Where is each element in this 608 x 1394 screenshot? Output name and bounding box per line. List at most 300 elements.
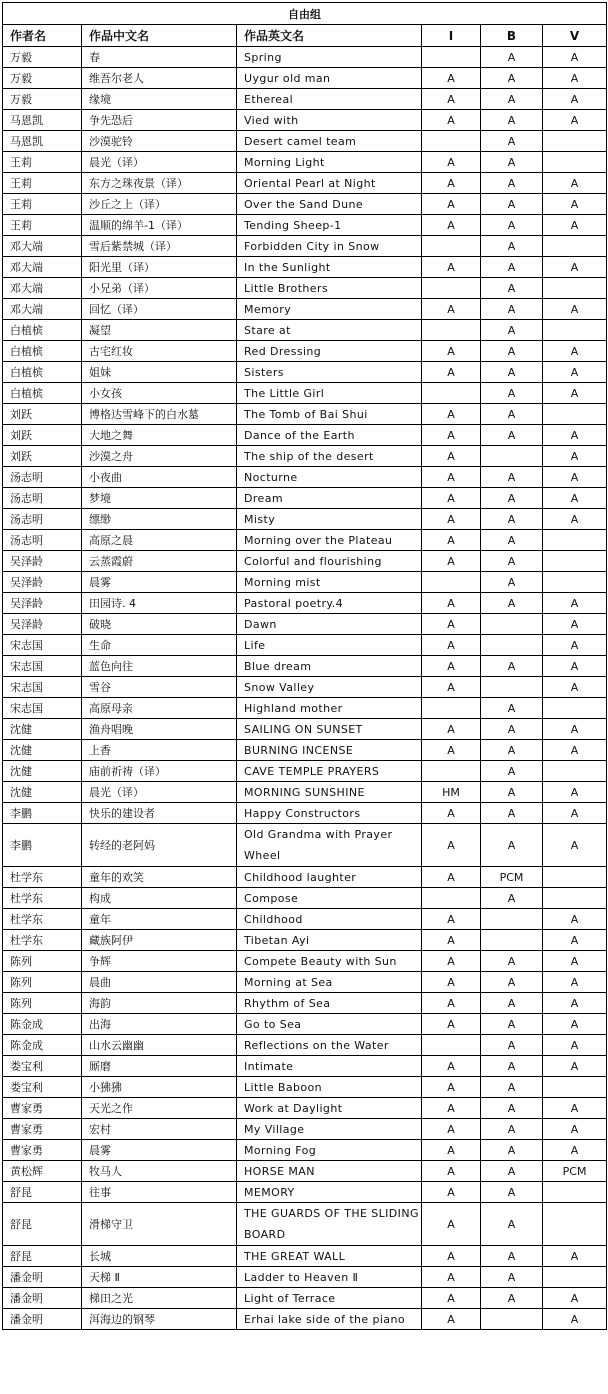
chinese-title-cell: 缥缈 (82, 509, 237, 530)
col-b-cell: A (481, 1056, 543, 1077)
col-v-cell: A (543, 215, 607, 236)
chinese-title-cell: 温顺的绵羊-1（译） (82, 215, 237, 236)
chinese-title-cell: 宏村 (82, 1119, 237, 1140)
table-row (3, 236, 607, 257)
col-i-cell: A (422, 1246, 481, 1267)
col-b-cell (481, 1309, 543, 1330)
col-v-cell: A (543, 467, 607, 488)
col-v-cell: A (543, 194, 607, 215)
author-cell: 马恩凯 (3, 131, 82, 152)
author-cell: 潘金明 (3, 1288, 82, 1309)
col-i-cell: A (422, 299, 481, 320)
table-row (3, 593, 607, 614)
header-row (3, 25, 607, 47)
col-v-cell: A (543, 614, 607, 635)
col-b-cell: A (481, 215, 543, 236)
table-row (3, 803, 607, 824)
english-title-cell: The Tomb of Bai Shui (237, 404, 422, 425)
col-i-cell: A (422, 425, 481, 446)
chinese-title-cell: 沙漠之舟 (82, 446, 237, 467)
table-row (3, 993, 607, 1014)
author-cell: 邓大端 (3, 278, 82, 299)
col-i-cell: A (422, 173, 481, 194)
col-i-cell: A (422, 1119, 481, 1140)
col-v-cell: A (543, 782, 607, 803)
author-cell: 刘跃 (3, 404, 82, 425)
col-b-cell: A (481, 1203, 543, 1246)
author-cell: 沈健 (3, 782, 82, 803)
col-i-cell: A (422, 509, 481, 530)
author-cell: 黄松辉 (3, 1161, 82, 1182)
chinese-title-cell: 海韵 (82, 993, 237, 1014)
author-cell: 万毅 (3, 89, 82, 110)
table-row (3, 68, 607, 89)
author-cell: 马恩凯 (3, 110, 82, 131)
english-title-cell: Intimate (237, 1056, 422, 1077)
english-title-cell: Over the Sand Dune (237, 194, 422, 215)
col-b-cell (481, 909, 543, 930)
col-b-cell: A (481, 1077, 543, 1098)
chinese-title-cell: 童年 (82, 909, 237, 930)
col-i-cell (422, 761, 481, 782)
table-row (3, 320, 607, 341)
author-cell: 陈列 (3, 972, 82, 993)
col-b-cell: A (481, 888, 543, 909)
col-b-cell: A (481, 236, 543, 257)
col-b-cell: A (481, 572, 543, 593)
english-title-cell: Work at Daylight (237, 1098, 422, 1119)
author-cell: 宋志国 (3, 698, 82, 719)
author-cell: 宋志国 (3, 656, 82, 677)
author-cell: 李鹏 (3, 803, 82, 824)
chinese-title-cell: 长城 (82, 1246, 237, 1267)
table-row (3, 824, 607, 867)
author-cell: 杜学东 (3, 930, 82, 951)
table-row (3, 1035, 607, 1056)
col-b-cell: A (481, 1014, 543, 1035)
col-v-cell: A (543, 1246, 607, 1267)
col-i-cell: A (422, 677, 481, 698)
header-col-i: I (422, 25, 481, 47)
chinese-title-cell: 蓝色向往 (82, 656, 237, 677)
table-row (3, 488, 607, 509)
table-row (3, 1161, 607, 1182)
col-i-cell: A (422, 867, 481, 888)
header-author: 作者名 (3, 25, 82, 47)
english-title-cell: Desert camel team (237, 131, 422, 152)
english-title-cell: Pastoral poetry.4 (237, 593, 422, 614)
chinese-title-cell: 晨雾 (82, 572, 237, 593)
chinese-title-cell: 回忆（译） (82, 299, 237, 320)
col-b-cell: A (481, 761, 543, 782)
col-i-cell: A (422, 1203, 481, 1246)
english-title-cell: Memory (237, 299, 422, 320)
col-b-cell (481, 614, 543, 635)
chinese-title-cell: 沙丘之上（译） (82, 194, 237, 215)
title-row (3, 3, 607, 25)
english-title-cell: Dream (237, 488, 422, 509)
author-cell: 白植槟 (3, 362, 82, 383)
table-row (3, 1288, 607, 1309)
table-row (3, 1056, 607, 1077)
chinese-title-cell: 高原之晨 (82, 530, 237, 551)
col-i-cell (422, 383, 481, 404)
col-v-cell: A (543, 1288, 607, 1309)
col-v-cell (543, 278, 607, 299)
col-i-cell: A (422, 551, 481, 572)
chinese-title-cell: 天梯 Ⅱ (82, 1267, 237, 1288)
chinese-title-cell: 大地之舞 (82, 425, 237, 446)
col-b-cell: A (481, 194, 543, 215)
table-row (3, 425, 607, 446)
col-v-cell (543, 761, 607, 782)
english-title-cell: Forbidden City in Snow (237, 236, 422, 257)
table-row (3, 719, 607, 740)
col-v-cell: A (543, 1014, 607, 1035)
col-i-cell (422, 1035, 481, 1056)
chinese-title-cell: 晨光（译） (82, 782, 237, 803)
col-i-cell (422, 47, 481, 68)
english-title-cell: Little Brothers (237, 278, 422, 299)
col-v-cell (543, 1267, 607, 1288)
chinese-title-cell: 渔舟唱晚 (82, 719, 237, 740)
chinese-title-cell: 争辉 (82, 951, 237, 972)
chinese-title-cell: 上香 (82, 740, 237, 761)
english-title-cell: Erhai lake side of the piano (237, 1309, 422, 1330)
col-b-cell (481, 930, 543, 951)
english-title-cell: Snow Valley (237, 677, 422, 698)
table-row (3, 1140, 607, 1161)
author-cell: 邓大端 (3, 299, 82, 320)
author-cell: 舒昆 (3, 1203, 82, 1246)
header-chinese-title: 作品中文名 (82, 25, 237, 47)
col-v-cell (543, 551, 607, 572)
col-b-cell: A (481, 131, 543, 152)
english-title-cell: Happy Constructors (237, 803, 422, 824)
english-title-cell: Vied with (237, 110, 422, 131)
chinese-title-cell: 雪谷 (82, 677, 237, 698)
english-title-cell: THE GUARDS OF THE SLIDING BOARD (237, 1203, 422, 1246)
table-row (3, 404, 607, 425)
col-b-cell: A (481, 551, 543, 572)
chinese-title-cell: 梯田之光 (82, 1288, 237, 1309)
col-b-cell: A (481, 656, 543, 677)
author-cell: 白植槟 (3, 341, 82, 362)
chinese-title-cell: 阳光里（译） (82, 257, 237, 278)
english-title-cell: THE GREAT WALL (237, 1246, 422, 1267)
col-i-cell: A (422, 194, 481, 215)
english-title-cell: Rhythm of Sea (237, 993, 422, 1014)
author-cell: 曹家勇 (3, 1140, 82, 1161)
table-row (3, 782, 607, 803)
english-title-cell: Spring (237, 47, 422, 68)
col-v-cell: A (543, 299, 607, 320)
col-v-cell: A (543, 1098, 607, 1119)
col-i-cell: A (422, 1140, 481, 1161)
chinese-title-cell: 维吾尔老人 (82, 68, 237, 89)
chinese-title-cell: 小狒狒 (82, 1077, 237, 1098)
chinese-title-cell: 转经的老阿妈 (82, 824, 237, 867)
author-cell: 王莉 (3, 152, 82, 173)
col-b-cell: A (481, 110, 543, 131)
col-b-cell: A (481, 47, 543, 68)
table-row (3, 89, 607, 110)
col-b-cell: A (481, 173, 543, 194)
col-b-cell: A (481, 824, 543, 867)
col-v-cell: A (543, 972, 607, 993)
table-row (3, 341, 607, 362)
table-row (3, 740, 607, 761)
english-title-cell: Light of Terrace (237, 1288, 422, 1309)
table-body (3, 47, 607, 1330)
col-i-cell (422, 698, 481, 719)
english-title-cell: Old Grandma with Prayer Wheel (237, 824, 422, 867)
english-title-cell: In the Sunlight (237, 257, 422, 278)
table-row (3, 761, 607, 782)
col-i-cell (422, 572, 481, 593)
table-row (3, 530, 607, 551)
col-b-cell: A (481, 1288, 543, 1309)
col-b-cell: A (481, 740, 543, 761)
col-b-cell: A (481, 89, 543, 110)
chinese-title-cell: 高原母亲 (82, 698, 237, 719)
author-cell: 汤志明 (3, 530, 82, 551)
chinese-title-cell: 牧马人 (82, 1161, 237, 1182)
col-i-cell: A (422, 614, 481, 635)
english-title-cell: Compose (237, 888, 422, 909)
col-v-cell: A (543, 930, 607, 951)
col-b-cell: A (481, 404, 543, 425)
table-row (3, 1203, 607, 1246)
entries-table (2, 2, 607, 1330)
col-b-cell: A (481, 1035, 543, 1056)
table-row (3, 215, 607, 236)
header-col-b: B (481, 25, 543, 47)
english-title-cell: Tending Sheep-1 (237, 215, 422, 236)
author-cell: 陈金成 (3, 1035, 82, 1056)
chinese-title-cell: 藏族阿伊 (82, 930, 237, 951)
col-b-cell: A (481, 467, 543, 488)
table-row (3, 972, 607, 993)
col-b-cell: A (481, 1098, 543, 1119)
author-cell: 刘跃 (3, 446, 82, 467)
english-title-cell: SAILING ON SUNSET (237, 719, 422, 740)
col-b-cell: A (481, 1161, 543, 1182)
author-cell: 刘跃 (3, 425, 82, 446)
col-i-cell (422, 236, 481, 257)
col-v-cell: A (543, 993, 607, 1014)
english-title-cell: Morning at Sea (237, 972, 422, 993)
col-i-cell: A (422, 1182, 481, 1203)
english-title-cell: Childhood laughter (237, 867, 422, 888)
col-i-cell: A (422, 1267, 481, 1288)
author-cell: 陈列 (3, 951, 82, 972)
chinese-title-cell: 沙漠驼铃 (82, 131, 237, 152)
author-cell: 万毅 (3, 47, 82, 68)
table-row (3, 1246, 607, 1267)
table-row (3, 509, 607, 530)
english-title-cell: HORSE MAN (237, 1161, 422, 1182)
col-v-cell: A (543, 1119, 607, 1140)
author-cell: 曹家勇 (3, 1119, 82, 1140)
col-b-cell: A (481, 1246, 543, 1267)
col-v-cell: A (543, 593, 607, 614)
table-row (3, 1182, 607, 1203)
col-v-cell: A (543, 446, 607, 467)
english-title-cell: Red Dressing (237, 341, 422, 362)
table-row (3, 173, 607, 194)
chinese-title-cell: 缘境 (82, 89, 237, 110)
table-row (3, 47, 607, 68)
col-b-cell: PCM (481, 867, 543, 888)
author-cell: 王莉 (3, 215, 82, 236)
chinese-title-cell: 争先恐后 (82, 110, 237, 131)
english-title-cell: MORNING SUNSHINE (237, 782, 422, 803)
chinese-title-cell: 东方之珠夜景（译） (82, 173, 237, 194)
col-i-cell: A (422, 488, 481, 509)
table-row (3, 1098, 607, 1119)
author-cell: 汤志明 (3, 467, 82, 488)
chinese-title-cell: 古宅红妆 (82, 341, 237, 362)
english-title-cell: MEMORY (237, 1182, 422, 1203)
col-b-cell: A (481, 320, 543, 341)
author-cell: 舒昆 (3, 1246, 82, 1267)
col-i-cell: A (422, 972, 481, 993)
col-v-cell: A (543, 803, 607, 824)
chinese-title-cell: 快乐的建设者 (82, 803, 237, 824)
author-cell: 潘金明 (3, 1267, 82, 1288)
author-cell: 吴泽龄 (3, 551, 82, 572)
table-row (3, 257, 607, 278)
author-cell: 舒昆 (3, 1182, 82, 1203)
table-row (3, 362, 607, 383)
table-row (3, 614, 607, 635)
col-v-cell (543, 1182, 607, 1203)
author-cell: 邓大端 (3, 236, 82, 257)
chinese-title-cell: 滑梯守卫 (82, 1203, 237, 1246)
col-v-cell: A (543, 47, 607, 68)
col-i-cell: A (422, 362, 481, 383)
chinese-title-cell: 厮磨 (82, 1056, 237, 1077)
col-v-cell: A (543, 1309, 607, 1330)
english-title-cell: Compete Beauty with Sun (237, 951, 422, 972)
col-i-cell: A (422, 993, 481, 1014)
chinese-title-cell: 田园诗. 4 (82, 593, 237, 614)
col-b-cell (481, 677, 543, 698)
english-title-cell: My Village (237, 1119, 422, 1140)
table-row (3, 383, 607, 404)
col-v-cell (543, 320, 607, 341)
col-v-cell: A (543, 824, 607, 867)
col-i-cell: A (422, 635, 481, 656)
table-row (3, 656, 607, 677)
col-v-cell: A (543, 68, 607, 89)
col-b-cell: A (481, 1119, 543, 1140)
author-cell: 宋志国 (3, 677, 82, 698)
author-cell: 杜学东 (3, 888, 82, 909)
col-b-cell: A (481, 362, 543, 383)
author-cell: 沈健 (3, 719, 82, 740)
col-i-cell: A (422, 446, 481, 467)
table-row (3, 909, 607, 930)
table-row (3, 551, 607, 572)
author-cell: 王莉 (3, 173, 82, 194)
chinese-title-cell: 晨曲 (82, 972, 237, 993)
table-row (3, 1119, 607, 1140)
table-row (3, 677, 607, 698)
chinese-title-cell: 姐妹 (82, 362, 237, 383)
table-row (3, 888, 607, 909)
col-v-cell: A (543, 257, 607, 278)
col-i-cell: A (422, 951, 481, 972)
col-b-cell: A (481, 488, 543, 509)
col-b-cell: A (481, 152, 543, 173)
chinese-title-cell: 梦境 (82, 488, 237, 509)
col-i-cell: A (422, 257, 481, 278)
col-v-cell (543, 888, 607, 909)
english-title-cell: Misty (237, 509, 422, 530)
english-title-cell: The Little Girl (237, 383, 422, 404)
col-i-cell (422, 131, 481, 152)
author-cell: 邓大端 (3, 257, 82, 278)
table-row (3, 635, 607, 656)
col-i-cell: A (422, 930, 481, 951)
author-cell: 娄宝利 (3, 1077, 82, 1098)
col-i-cell: A (422, 1014, 481, 1035)
table-row (3, 278, 607, 299)
author-cell: 潘金明 (3, 1309, 82, 1330)
header-col-v: V (543, 25, 607, 47)
col-v-cell: A (543, 635, 607, 656)
col-v-cell (543, 131, 607, 152)
col-v-cell: A (543, 362, 607, 383)
col-v-cell: A (543, 740, 607, 761)
col-i-cell: A (422, 89, 481, 110)
chinese-title-cell: 构成 (82, 888, 237, 909)
col-b-cell: A (481, 972, 543, 993)
col-v-cell: A (543, 488, 607, 509)
english-title-cell: Ethereal (237, 89, 422, 110)
english-title-cell: Stare at (237, 320, 422, 341)
col-i-cell: A (422, 824, 481, 867)
chinese-title-cell: 小兄弟（译） (82, 278, 237, 299)
col-v-cell: A (543, 677, 607, 698)
col-i-cell: A (422, 152, 481, 173)
col-b-cell: A (481, 719, 543, 740)
col-b-cell: A (481, 278, 543, 299)
table-row (3, 299, 607, 320)
col-i-cell: A (422, 1161, 481, 1182)
author-cell: 陈列 (3, 993, 82, 1014)
author-cell: 沈健 (3, 761, 82, 782)
english-title-cell: Little Baboon (237, 1077, 422, 1098)
col-i-cell: HM (422, 782, 481, 803)
col-v-cell: A (543, 89, 607, 110)
col-v-cell: A (543, 425, 607, 446)
col-i-cell: A (422, 1288, 481, 1309)
col-i-cell: A (422, 740, 481, 761)
col-v-cell (543, 530, 607, 551)
col-v-cell: A (543, 110, 607, 131)
table-row (3, 951, 607, 972)
chinese-title-cell: 凝望 (82, 320, 237, 341)
col-i-cell: A (422, 68, 481, 89)
author-cell: 吴泽龄 (3, 593, 82, 614)
table-row (3, 867, 607, 888)
col-v-cell: A (543, 509, 607, 530)
col-b-cell: A (481, 425, 543, 446)
chinese-title-cell: 山水云幽幽 (82, 1035, 237, 1056)
